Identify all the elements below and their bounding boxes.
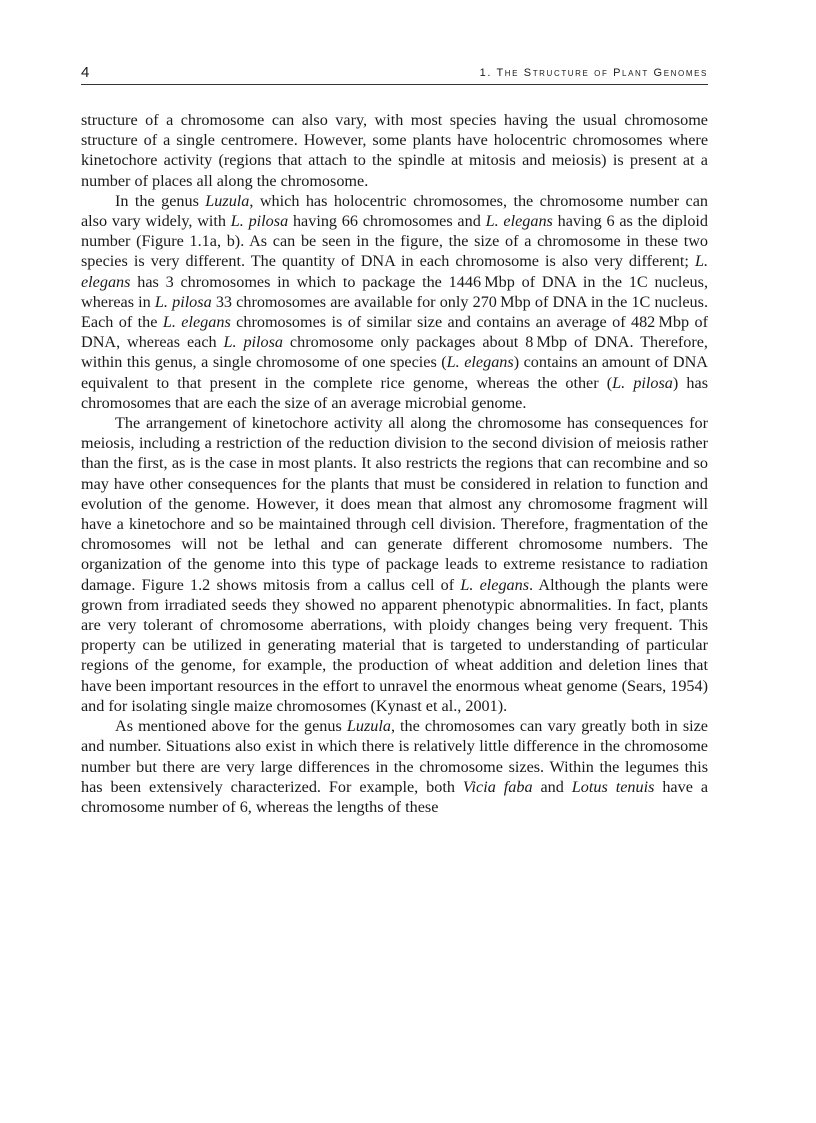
paragraph — [81, 413, 708, 716]
text-run: As mentioned above for the genus — [115, 717, 347, 736]
italic-text: Luzula — [205, 191, 250, 210]
text-run: chromosomes is of similar size and contains an average of 482 Mbp of DNA, whereas each — [81, 313, 708, 352]
text-run: , which has holocentric chromosomes, the chromosome number can also vary widely, with — [81, 191, 709, 231]
italic-text: L. elegans — [460, 575, 530, 594]
text-run: , the chromosomes can vary greatly both in size and number. Situations also exist in which there is relatively little difference in the chromosome number but there are very large differences in the chromosome sizes. Within the legumes this has been extensively characterized. For example, both — [81, 717, 708, 796]
italic-text: L. pilosa — [154, 292, 212, 311]
text-run: have a chromosome number of 6, whereas the lengths of these — [81, 777, 709, 816]
text-run: structure of a chromosome can also vary, with most species having the usual chromosome structure of a single centromere. However, some plants have holocentric chromosomes where kinetochore activity (regions that attach to the spindle at mitosis and meiosis) is present at a number of places all along the chromosome. — [81, 111, 708, 190]
text-run: having 66 chromosomes and — [288, 212, 486, 231]
text-run: ) has chromosomes that are each the size of an average microbial genome. — [81, 373, 708, 412]
text-run: chromosome only packages about 8 Mbp of DNA. Therefore, within this genus, a single chromosome of one species ( — [81, 333, 708, 372]
paragraph — [81, 191, 708, 413]
italic-text: L. pilosa — [230, 212, 289, 231]
italic-text: L. elegans — [446, 353, 514, 372]
text-run: has 3 chromosomes in which to package the 1446 Mbp of DNA in the 1C nucleus, whereas in — [81, 272, 708, 311]
text-run: 33 chromosomes are available for only 270 Mbp of DNA in the 1C nucleus. Each of the — [81, 292, 708, 332]
body-text — [81, 110, 708, 817]
italic-text: Vicia faba — [462, 777, 533, 796]
italic-text: L. elegans — [162, 313, 231, 332]
paragraph — [81, 110, 708, 191]
text-run: having 6 as the diploid number (Figure 1.1a, b). As can be seen in the figure, the size of a chromosome in these two species is very different. The quantity of DNA in each chromosome is also very different; — [81, 212, 709, 271]
italic-text: Luzula — [346, 717, 391, 736]
text-run: The arrangement of kinetochore activity all along the chromosome has consequences for meiosis, including a restriction of the reduction division to the second division of meiosis rather than the first, as is the case in most plants. It also restricts the regions that can recombine and so may have other consequences for the plants that must be considered in relation to function and evolution of the genome. However, it does mean that almost any chromosome fragment will have a kinetochore and so be maintained through cell division. Therefore, fragmentation of the chromosomes will not be lethal and can generate different chromosome numbers. The organization of the genome into this type of package leads to extreme resistance to radiation damage. Figure 1.2 shows mitosis from a callus cell of — [81, 414, 708, 594]
text-run: ) contains an amount of DNA equivalent to that present in the complete rice genome, whereas the other ( — [81, 353, 708, 392]
text-run: . Although the plants were grown from irradiated seeds they showed no apparent phenotypic abnormalities. In fact, plants are very tolerant of chromosome aberrations, with ploidy changes being very frequent. This property can be utilized in generating material that is targeted to understanding of particular regions of the genome, for example, the production of wheat addition and deletion lines that have been important resources in the effort to unravel the enormous wheat genome (Sears, 1954) and for isolating single maize chromosomes (Kynast et al., 2001). — [81, 575, 709, 715]
italic-text: L. pilosa — [223, 333, 284, 352]
italic-text: L. elegans — [485, 212, 553, 231]
text-run: In the genus — [115, 191, 206, 210]
running-header — [81, 62, 708, 85]
paragraph — [81, 716, 708, 817]
text-run: and — [532, 777, 572, 796]
chapter-title: 1. The Structure of Plant Genomes — [479, 67, 708, 79]
italic-text: L. pilosa — [612, 373, 673, 392]
page-number: 4 — [81, 64, 90, 81]
italic-text: Lotus tenuis — [571, 777, 655, 796]
italic-text: L. elegans — [81, 252, 708, 291]
